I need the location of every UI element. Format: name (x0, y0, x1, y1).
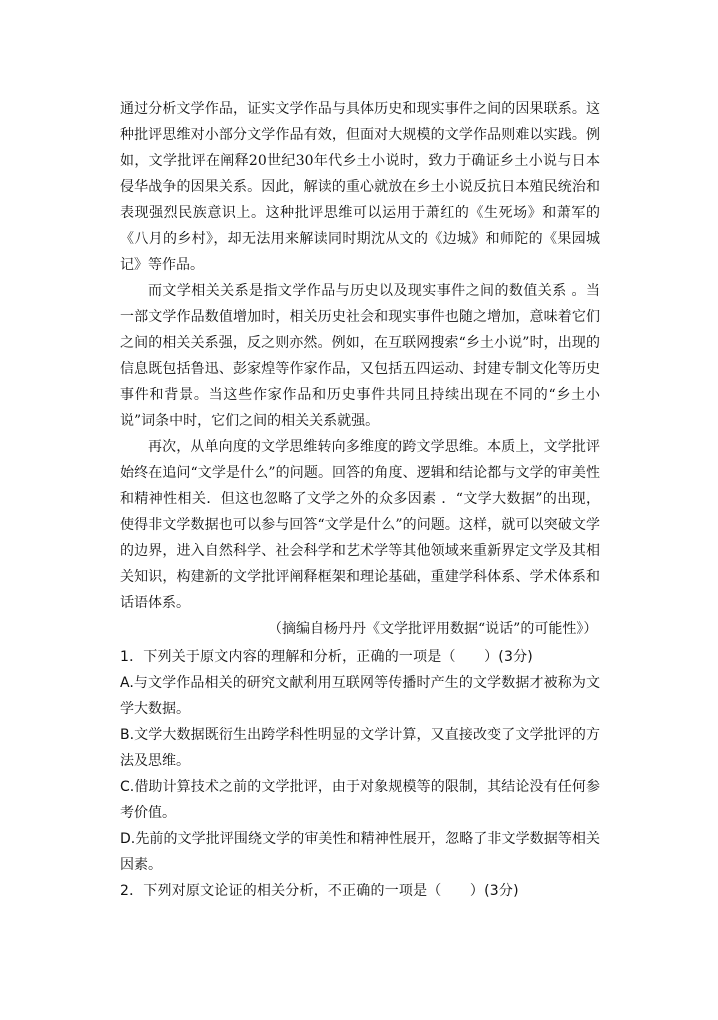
question-2-stem: 2．下列对原文论证的相关分析，不正确的一项是（ ）(3分) (120, 883, 519, 899)
question-1-option-a: A.与文学作品相关的研究文献利用互联网等传播时产生的文学数据才被称为文学大数据。 (120, 675, 600, 717)
question-1-option-c: C.借助计算技术之前的文学批评，由于对象规模等的限制，其结论没有任何参考价值。 (120, 779, 600, 821)
passage-paragraph-3: 再次，从单向度的文学思维转向多维度的跨文学思维。本质上，文学批评始终在追问“文学是什么”的问题。回答的角度、逻辑和结论都与文学的审美性和精神性相关．但这也忽略了文学之外的众多因素 ．“文学大数据”的出现，使得非文学数据也可以参与回答“文学是什么”的问题。这样，就可以突破文学的边界，进入自然科学、社会科学和艺术学等其他领域来重新界定文学及其相关知识，构建新的文学批评阐释框架和理论基础，重建学科体系、学术体系和话语体系。 (120, 439, 600, 611)
passage-source: （摘编自杨丹丹《文学批评用数据“说话”的可能性》） (268, 621, 598, 637)
question-1-stem: 1．下列关于原文内容的理解和分析，正确的一项是（ ）(3分) (120, 649, 533, 665)
question-1-option-d: D.先前的文学批评围绕文学的审美性和精神性展开，忽略了非文学数据等相关因素。 (120, 831, 600, 873)
passage-paragraph-2: 而文学相关关系是指文学作品与历史以及现实事件之间的数值关系 。当一部文学作品数值增加时，相关历史社会和现实事件也随之增加，意味着它们之间的相关关系强，反之则亦然。例如，在互联网搜索“乡土小说”时，出现的信息既包括鲁迅、彭家煌等作家作品，又包括五四运动、封建专制文化等历史事件和背景。当这些作家作品和历史事件共同且持续出现在不同的“乡土小说”词条中时，它们之间的相关关系就强。 (120, 283, 600, 429)
reading-passage (120, 96, 600, 642)
document-page (120, 96, 600, 904)
question-section (120, 644, 600, 904)
passage-paragraph-1: 通过分析文学作品，证实文学作品与具体历史和现实事件之间的因果联系。这种批评思维对小部分文学作品有效，但面对大规模的文学作品则难以实践。例如，文学批评在阐释20世纪30年代乡土小说时，致力于确证乡土小说与日本侵华战争的因果关系。因此，解读的重心就放在乡土小说反抗日本殖民统治和表现强烈民族意识上。这种批评思维可以运用于萧红的《生死场》和萧军的《八月的乡村》，却无法用来解读同时期沈从文的《边城》和师陀的《果园城记》等作品。 (120, 101, 600, 273)
question-1-option-b: B.文学大数据既衍生出跨学科性明显的文学计算，又直接改变了文学批评的方法及思维。 (120, 727, 600, 769)
